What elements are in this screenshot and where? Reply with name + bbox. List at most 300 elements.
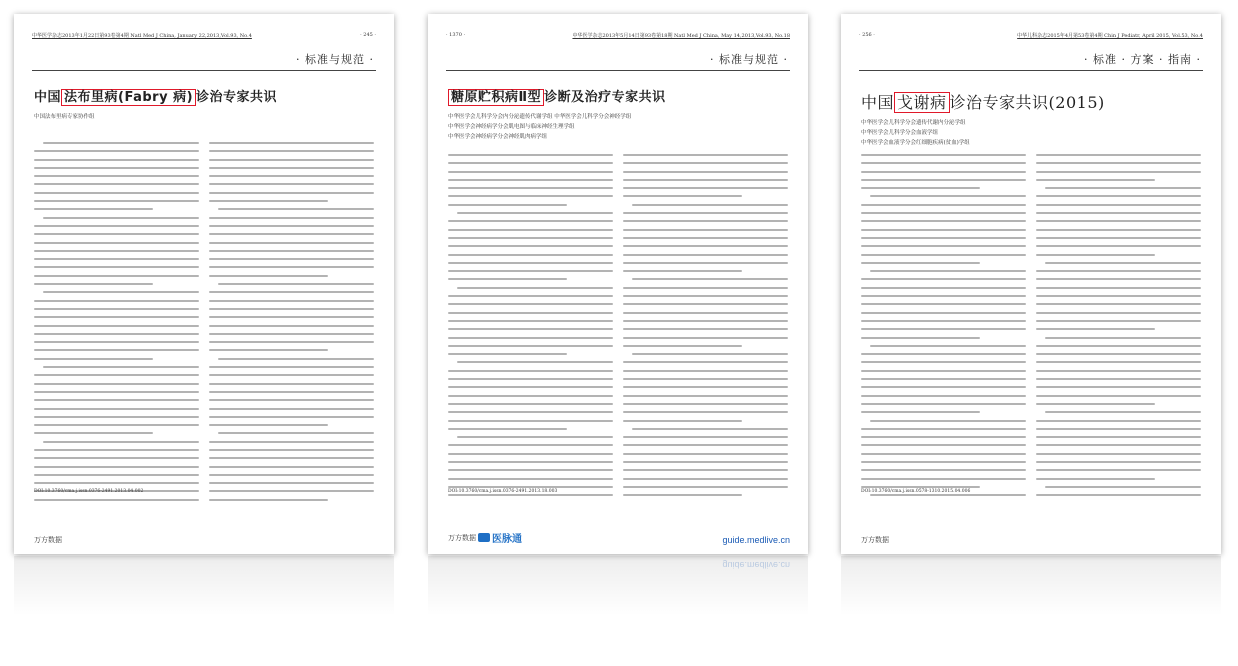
body-text-line: [209, 416, 374, 418]
body-text-line: [209, 250, 374, 252]
title-suffix: 诊治专家共识: [196, 90, 278, 105]
body-text-line: [1036, 386, 1201, 388]
page-number: · 245 ·: [360, 32, 376, 38]
body-text-line: [861, 453, 1026, 455]
body-text-line: [34, 333, 199, 335]
body-text-line: [34, 275, 199, 277]
body-text-line: [34, 374, 199, 376]
body-text-line: [1045, 337, 1201, 339]
body-text-line: [623, 494, 742, 496]
body-text-line: [861, 444, 1026, 446]
body-text-line: [209, 275, 328, 277]
body-text-line: [870, 494, 1026, 496]
body-text-line: [209, 424, 328, 426]
body-text-line: [448, 461, 613, 463]
body-text-line: [209, 457, 374, 459]
body-text-line: [1036, 361, 1201, 363]
body-text-line: [34, 457, 199, 459]
body-text-line: [623, 420, 742, 422]
body-text-line: [448, 469, 613, 471]
body-text-line: [623, 395, 788, 397]
body-text-line: [861, 328, 1026, 330]
body-text-line: [448, 229, 613, 231]
body-text-line: [34, 167, 199, 169]
body-text-line: [870, 195, 1026, 197]
body-columns: [448, 154, 788, 502]
body-text-line: [623, 444, 788, 446]
journal-citation: 中华医学杂志2013年5月14日第93卷第18期 Natl Med J China, May 14,2013,Vol.93, No.18: [572, 33, 790, 39]
body-text-line: [209, 482, 374, 484]
body-text-line: [1036, 204, 1201, 206]
body-text-line: [43, 366, 199, 368]
body-text-line: [861, 262, 980, 264]
body-text-line: [623, 295, 788, 297]
body-text-line: [448, 486, 613, 488]
body-text-line: [623, 254, 788, 256]
body-text-line: [861, 204, 1026, 206]
body-text-line: [861, 287, 1026, 289]
body-column-right: [1036, 154, 1201, 502]
article-title: [448, 86, 666, 105]
body-text-line: [209, 159, 374, 161]
body-text-line: [448, 353, 567, 355]
body-text-line: [34, 408, 199, 410]
footer-source: 万方数据: [34, 536, 62, 544]
author-line: 中国法布里病专家协作组: [34, 114, 95, 120]
body-text-line: [861, 353, 1026, 355]
header-rule: [32, 70, 376, 71]
body-text-line: [861, 395, 1026, 397]
body-text-line: [861, 436, 1026, 438]
body-text-line: [1036, 345, 1201, 347]
body-text-line: [34, 432, 153, 434]
body-text-line: [209, 474, 374, 476]
body-text-line: [34, 499, 199, 501]
body-text-line: [209, 466, 374, 468]
body-text-line: [1036, 353, 1201, 355]
running-header: [859, 32, 1203, 39]
body-text-line: [448, 411, 613, 413]
body-text-line: [209, 150, 374, 152]
body-text-line: [34, 283, 153, 285]
body-text-line: [209, 316, 374, 318]
footer-source-text: 万方数据: [448, 533, 476, 542]
body-text-line: [448, 171, 613, 173]
body-text-line: [209, 333, 374, 335]
body-text-line: [870, 345, 1026, 347]
body-text-line: [34, 391, 199, 393]
page-reflection: [428, 556, 808, 616]
header-rule: [446, 70, 790, 71]
body-text-line: [1036, 444, 1201, 446]
body-text-line: [1036, 420, 1201, 422]
body-text-line: [448, 403, 613, 405]
body-text-line: [1036, 395, 1201, 397]
body-text-line: [1036, 245, 1201, 247]
body-text-line: [861, 278, 1026, 280]
body-text-line: [34, 159, 199, 161]
body-text-line: [448, 494, 613, 496]
body-text-line: [1036, 461, 1201, 463]
body-text-line: [218, 358, 374, 360]
body-text-line: [623, 386, 788, 388]
body-text-line: [861, 254, 1026, 256]
body-text-line: [623, 361, 788, 363]
body-text-line: [218, 208, 374, 210]
running-header: [446, 32, 790, 39]
body-text-line: [448, 254, 613, 256]
body-text-line: [34, 383, 199, 385]
body-text-line: [623, 469, 788, 471]
body-text-line: [623, 378, 788, 380]
body-text-line: [623, 287, 788, 289]
body-text-line: [457, 436, 613, 438]
body-text-line: [448, 195, 613, 197]
footnote: DOI:10.3760/cma.j.issn.0376-2491.2013.04.002: [34, 489, 144, 494]
body-text-line: [1036, 220, 1201, 222]
body-text-line: [34, 192, 199, 194]
body-text-line: [34, 358, 153, 360]
body-text-line: [632, 353, 788, 355]
body-text-line: [623, 312, 788, 314]
body-text-line: [209, 449, 374, 451]
title-suffix: 诊治专家共识(2015): [949, 93, 1105, 112]
body-text-line: [1036, 478, 1155, 480]
body-text-line: [34, 474, 199, 476]
body-text-line: [623, 486, 788, 488]
body-text-line: [861, 428, 1026, 430]
body-text-line: [34, 325, 199, 327]
body-text-line: [448, 204, 567, 206]
article-title: [34, 86, 277, 105]
body-text-line: [34, 200, 199, 202]
body-text-line: [448, 245, 613, 247]
body-text-line: [34, 416, 199, 418]
body-text-line: [861, 171, 1026, 173]
body-text-line: [1036, 179, 1155, 181]
body-text-line: [1036, 162, 1201, 164]
body-text-line: [448, 428, 567, 430]
body-text-line: [209, 242, 374, 244]
article-title: [861, 90, 1105, 113]
body-text-line: [209, 499, 328, 501]
body-text-line: [448, 378, 613, 380]
document-page-pompe[interactable]: [428, 14, 808, 554]
body-text-line: [34, 266, 199, 268]
author-group: [448, 112, 788, 142]
body-text-line: [861, 154, 1026, 156]
highlighted-disease-name: 糖原贮积病Ⅱ型: [448, 89, 544, 106]
body-text-line: [861, 411, 980, 413]
body-text-line: [209, 366, 374, 368]
body-text-line: [623, 320, 788, 322]
body-text-line: [209, 183, 374, 185]
body-text-line: [218, 283, 374, 285]
body-text-line: [1036, 171, 1201, 173]
body-column-left: [448, 154, 613, 502]
body-text-line: [209, 142, 374, 144]
body-text-line: [623, 411, 788, 413]
body-text-line: [448, 420, 613, 422]
body-text-line: [209, 258, 374, 260]
body-text-line: [1045, 486, 1201, 488]
body-text-line: [448, 237, 613, 239]
author-line: 中华医学会神经病学分会神经肌肉病学组: [448, 134, 548, 140]
body-text-line: [448, 345, 613, 347]
document-page-fabry[interactable]: [14, 14, 394, 554]
body-text-line: [209, 192, 374, 194]
body-text-line: [448, 386, 613, 388]
body-text-line: [623, 328, 788, 330]
body-text-line: [209, 341, 374, 343]
body-text-line: [1036, 453, 1201, 455]
body-text-line: [34, 316, 199, 318]
body-text-line: [34, 300, 199, 302]
body-text-line: [861, 162, 1026, 164]
author-group: [34, 112, 374, 122]
body-text-line: [448, 179, 613, 181]
body-text-line: [209, 225, 374, 227]
body-text-line: [861, 303, 1026, 305]
body-text-line: [209, 383, 374, 385]
body-text-line: [623, 212, 788, 214]
body-text-line: [1036, 229, 1201, 231]
document-page-gaucher[interactable]: [841, 14, 1221, 554]
body-text-line: [448, 220, 613, 222]
body-text-line: [209, 266, 374, 268]
body-text-line: [209, 291, 374, 293]
body-columns: [861, 154, 1201, 502]
body-text-line: [34, 466, 199, 468]
body-text-line: [34, 258, 199, 260]
body-text-line: [623, 345, 742, 347]
body-text-line: [861, 237, 1026, 239]
body-text-line: [861, 486, 980, 488]
body-text-line: [43, 441, 199, 443]
body-text-line: [623, 187, 788, 189]
body-column-right: [209, 142, 374, 502]
section-tag: · 标准与规范 ·: [296, 53, 374, 66]
page-number: · 256 ·: [859, 32, 875, 38]
medlive-logo-text: 医脉通: [492, 534, 522, 545]
body-text-line: [34, 341, 199, 343]
body-text-line: [1036, 212, 1201, 214]
body-text-line: [457, 212, 613, 214]
body-column-left: [861, 154, 1026, 502]
body-text-line: [448, 337, 613, 339]
body-text-line: [34, 150, 199, 152]
running-header: [32, 32, 376, 39]
body-text-line: [861, 245, 1026, 247]
body-text-line: [623, 195, 742, 197]
body-text-line: [1036, 254, 1155, 256]
body-text-line: [34, 175, 199, 177]
body-text-line: [448, 278, 567, 280]
title-prefix: 中国: [34, 90, 62, 105]
body-text-line: [209, 175, 374, 177]
body-text-line: [861, 229, 1026, 231]
body-column-left: [34, 142, 199, 502]
body-text-line: [209, 308, 374, 310]
body-text-line: [448, 162, 613, 164]
body-text-line: [1036, 295, 1201, 297]
body-text-line: [448, 312, 613, 314]
body-text-line: [209, 441, 374, 443]
body-text-line: [861, 461, 1026, 463]
author-line: 中华医学会血液学分会红细胞疾病(贫血)学组: [861, 140, 970, 146]
body-text-line: [457, 287, 613, 289]
body-text-line: [1036, 328, 1155, 330]
journal-citation: 中华医学杂志2013年1月22日第93卷第4期 Natl Med J China, January 22,2013,Vol.93, No.4: [32, 33, 252, 39]
body-text-line: [632, 204, 788, 206]
body-text-line: [623, 461, 788, 463]
footnote: DOI:10.3760/cma.j.issn.0578-1310.2015.04.006: [861, 489, 971, 494]
body-text-line: [34, 399, 199, 401]
author-line: 中华医学会儿科学分会内分泌遗传代谢学组 中华医学会儿科学分会神经学组: [448, 114, 632, 120]
body-text-line: [861, 312, 1026, 314]
body-text-line: [623, 370, 788, 372]
body-text-line: [623, 220, 788, 222]
body-text-line: [1036, 312, 1201, 314]
body-text-line: [623, 179, 788, 181]
title-prefix: 中国: [861, 93, 895, 112]
body-text-line: [34, 308, 199, 310]
author-line: 中华医学会儿科学分会遗传代谢内分泌学组: [861, 120, 966, 126]
body-text-line: [209, 490, 374, 492]
footer-source: [448, 530, 522, 545]
body-text-line: [1045, 187, 1201, 189]
body-text-line: [34, 225, 199, 227]
body-text-line: [209, 200, 328, 202]
page-reflection: [841, 556, 1221, 616]
body-text-line: [34, 349, 199, 351]
reflection-text: guide.medlive.cn: [722, 560, 790, 570]
body-text-line: [34, 208, 153, 210]
body-text-line: [34, 424, 199, 426]
body-text-line: [1045, 411, 1201, 413]
body-text-line: [209, 217, 374, 219]
body-text-line: [448, 303, 613, 305]
body-text-line: [623, 303, 788, 305]
body-text-line: [448, 444, 613, 446]
author-line: 中华医学会儿科学分会血液学组: [861, 130, 939, 136]
body-text-line: [870, 420, 1026, 422]
page-number: · 1370 ·: [446, 32, 466, 38]
body-text-line: [861, 478, 1026, 480]
body-text-line: [623, 337, 788, 339]
body-text-line: [1036, 436, 1201, 438]
body-text-line: [1036, 278, 1201, 280]
body-text-line: [870, 270, 1026, 272]
body-text-line: [448, 295, 613, 297]
header-rule: [859, 70, 1203, 71]
body-text-line: [448, 478, 613, 480]
body-text-line: [1036, 195, 1201, 197]
body-text-line: [209, 325, 374, 327]
body-text-line: [632, 428, 788, 430]
body-text-line: [1045, 262, 1201, 264]
body-text-line: [861, 212, 1026, 214]
title-suffix: 诊断及治疗专家共识: [544, 90, 666, 105]
body-text-line: [209, 408, 374, 410]
body-text-line: [209, 233, 374, 235]
body-text-line: [34, 449, 199, 451]
body-text-line: [623, 262, 788, 264]
body-text-line: [1036, 403, 1155, 405]
journal-citation: 中华儿科杂志2015年4月第53卷第4期 Chin J Pediatr, April 2015, Vol.53, No.4: [1017, 33, 1203, 39]
body-text-line: [209, 349, 328, 351]
body-text-line: [623, 453, 788, 455]
medlive-logo-icon: [478, 533, 490, 542]
body-text-line: [218, 432, 374, 434]
section-tag: · 标准与规范 ·: [710, 53, 788, 66]
body-text-line: [1036, 428, 1201, 430]
footnote: DOI:10.3760/cma.j.issn.0376-2491.2013.18.003: [448, 489, 558, 494]
body-text-line: [448, 370, 613, 372]
body-text-line: [43, 142, 199, 144]
body-text-line: [1036, 370, 1201, 372]
body-text-line: [861, 320, 1026, 322]
body-text-line: [861, 337, 980, 339]
body-text-line: [1036, 154, 1201, 156]
body-text-line: [623, 436, 788, 438]
body-text-line: [623, 245, 788, 247]
body-column-right: [623, 154, 788, 502]
body-text-line: [861, 187, 980, 189]
body-text-line: [209, 167, 374, 169]
body-text-line: [1036, 237, 1201, 239]
page-reflection: [14, 556, 394, 616]
body-text-line: [448, 154, 613, 156]
body-text-line: [43, 217, 199, 219]
body-text-line: [623, 237, 788, 239]
body-text-line: [209, 374, 374, 376]
body-text-line: [448, 395, 613, 397]
body-text-line: [861, 361, 1026, 363]
medlive-url-link[interactable]: guide.medlive.cn: [722, 535, 790, 545]
body-text-line: [632, 278, 788, 280]
body-text-line: [1036, 320, 1201, 322]
body-text-line: [448, 187, 613, 189]
author-group: [861, 118, 1201, 148]
author-line: 中华医学会神经病学分会肌电图与临床神经生理学组: [448, 124, 575, 130]
body-text-line: [448, 328, 613, 330]
body-text-line: [43, 291, 199, 293]
body-text-line: [209, 399, 374, 401]
body-text-line: [34, 482, 199, 484]
footer-source: 万方数据: [861, 536, 889, 544]
body-text-line: [623, 162, 788, 164]
body-text-line: [861, 403, 1026, 405]
body-text-line: [861, 220, 1026, 222]
body-text-line: [209, 391, 374, 393]
body-text-line: [1036, 287, 1201, 289]
body-text-line: [861, 370, 1026, 372]
highlighted-disease-name: 法布里病(Fabry 病): [61, 89, 196, 106]
body-text-line: [623, 154, 788, 156]
body-text-line: [861, 179, 1026, 181]
body-text-line: [861, 295, 1026, 297]
body-text-line: [623, 478, 788, 480]
body-text-line: [34, 250, 199, 252]
body-text-line: [448, 320, 613, 322]
body-text-line: [1036, 494, 1201, 496]
body-text-line: [623, 270, 742, 272]
body-text-line: [861, 378, 1026, 380]
body-text-line: [209, 300, 374, 302]
body-text-line: [861, 469, 1026, 471]
body-text-line: [448, 453, 613, 455]
